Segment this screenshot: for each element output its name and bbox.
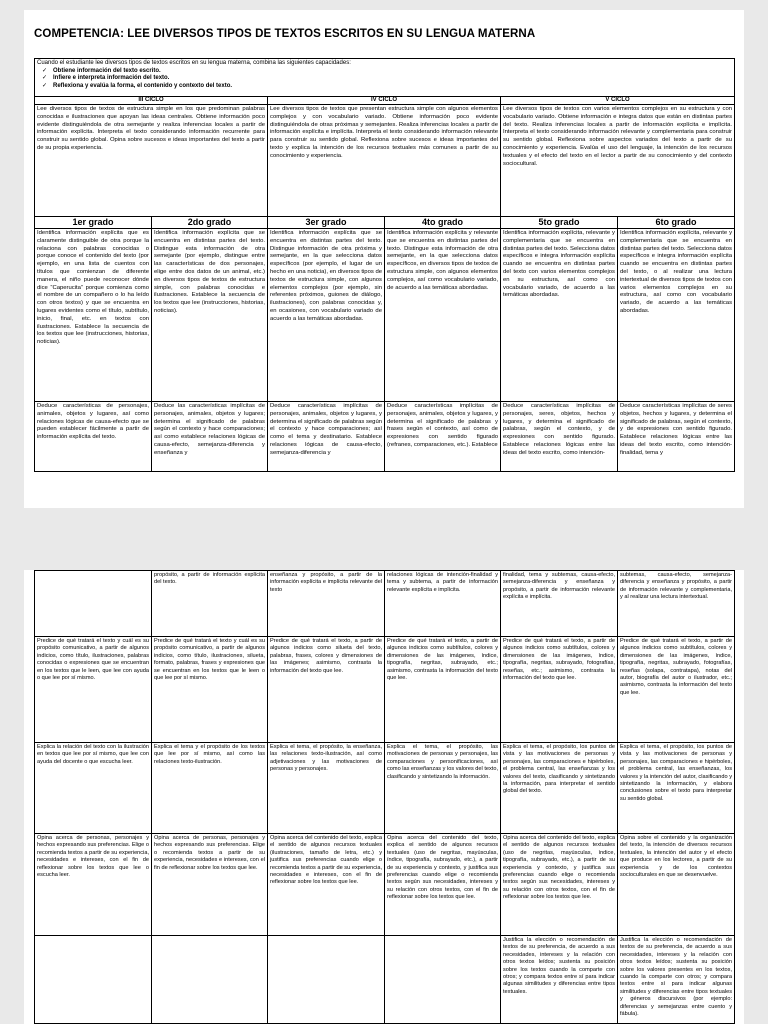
intro-cell xyxy=(35,59,735,97)
document-page-2 xyxy=(24,570,744,1024)
table-cell: Justifica la elección o recomendación de textos de su preferencia, de acuerdo a sus necesidades, intereses y la relación con otros textos leídos; sustenta su posición sobre los valores presentes en los textos, cuando la comparte con otros; y compara textos entre sí para indicar algunas similitudes y diferencias entre tipos textuales y géneros discursivos (por ejemplo: diferencias y semejanzas entre cuento y fábula). xyxy=(618,936,735,1024)
capacity-item xyxy=(42,67,732,76)
grade-header: 6to grado xyxy=(618,217,735,229)
table-cell: Deduce características implícitas de seres objetos, hechos y lugares, y determina el significado de palabras, según el contexto, y de expresiones con sentido figurado. Establece relaciones lógicas entre las ideas del texto escrito, como intención-finalidad, tema y xyxy=(618,402,735,472)
check-icon: ✓ xyxy=(42,75,48,82)
table-cell: Opina acerca del contenido del texto, explica el sentido de algunos recursos textuales (ilustraciones, tamaño de letra, etc.) y justifica sus preferencias cuando elige o recomienda textos a partir de su experiencia, necesidades e intereses, con el fin de reflexionar sobre los textos que lee. xyxy=(268,834,385,936)
table-cell: Deduce características implícitas de personajes, animales, objetos y lugares, y determina el significado de palabras según el contexto y hace comparaciones; así como el tema y destinatario. Establece relaciones lógicas de causa-efecto, semejanza-diferencia y xyxy=(268,402,385,472)
table-cell: Justifica la elección o recomendación de textos de su preferencia, de acuerdo a sus necesidades, intereses y la relación con otros textos leídos; sustenta su posición sobre los textos cuando la comparte con otros; y compara textos entre sí para indicar algunas similitudes y diferencias entre tipos textuales. xyxy=(501,936,618,1024)
table-cell: Predice de qué tratará el texto y cuál es su propósito comunicativo, a partir de algunos indicios, como título, ilustraciones, palabras conocidas o expresiones que se encuentran en los textos que le leen, que lee con ayuda o que lee por sí mismo. xyxy=(35,637,152,743)
cycle-description-iv: Lee diversos tipos de textos que presentan estructura simple con algunos elementos complejos y con vocabulario variado. Obtiene información poco evidente distinguiéndola de otras próximas y semejantes. Realiza inferencias locales a partir de información explícita e implícita. Interpreta el texto considerando información relevante para construir su sentido global. Reflexiona sobre sucesos e ideas importantes del texto y explica la intención de los recursos textuales más comunes a partir de su conocimiento y experiencia. xyxy=(268,105,501,217)
table-cell: Opina acerca de personas, personajes y hechos expresando sus preferencias. Elige o recomienda textos a partir de su experiencia, necesidades e intereses, con el fin de reflexionar sobre los textos que lee o escucha leer. xyxy=(35,834,152,936)
table-cell: Deduce características implícitas de personajes, animales, objetos y lugares, y determina el significado de palabras y frases según el contexto, así como de expresiones con sentido figurado (refranes, comparaciones, etc.). Establece xyxy=(385,402,501,472)
table-cell: subtemas, causa-efecto, semejanza-diferencia y enseñanza y propósito, a partir de información relevante y complementaria, y al realizar una lectura intertextual. xyxy=(618,571,735,637)
grade-header-row xyxy=(35,217,735,229)
document-page-1 xyxy=(24,10,744,508)
table-cell: Explica la relación del texto con la ilustración en textos que lee por sí mismo, que lee con ayuda del docente o que escucha leer. xyxy=(35,743,152,834)
table-row xyxy=(35,637,735,743)
table-cell: Identifica información explícita que se encuentra en distintas partes del texto. Distingue esta información de otra semejante (por ejemplo, distingue entre las características de dos personajes, elige entre dos datos de un animal, etc.) en diversos tipos de textos de estructura simple, con palabras conocidas e ilustraciones. Establece la secuencia de los textos que lee (instrucciones, historias, noticias). xyxy=(152,229,268,402)
table-cell: Deduce características implícitas de personajes, seres, objetos, hechos y lugares, y determina el significado de palabras, según el contexto, y de expresiones con sentido figurado. Establece relaciones lógicas entre las ideas del texto escrito, como intención- xyxy=(501,402,618,472)
table-cell: Predice de qué tratará el texto, a partir de algunos indicios como subtítulos, colores y dimensiones de las imágenes, índice, tipografía, negritas, subrayado, etc.; asimismo, contrasta la información del texto que lee. xyxy=(385,637,501,743)
table-cell: Opina acerca de personas, personajes y hechos expresando sus preferencias. Elige o recomienda textos a partir de su experiencia, necesidades e intereses, con el fin de reflexionar sobre los textos que lee. xyxy=(152,834,268,936)
table-cell: Predice de qué tratará el texto, a partir de algunos indicios como subtítulos, colores y dimensiones de las imágenes, índice, tipografía, negritas, subrayado, fotografías, reseñas, etc.; asimismo, contrasta la información del texto que lee. xyxy=(501,637,618,743)
table-cell: Identifica información explícita que se encuentra en distintas partes del texto. Distingue información de otra próxima y semejante, en la que selecciona datos específicos (por ejemplo, el lugar de un hecho en una noticia), en diversos tipos de textos de estructura simple, con algunos elementos complejos (por ejemplo, sin referentes próximos, guiones de diálogo, ilustraciones), con palabras conocidas y, en ocasiones, con vocabulario variado de acuerdo a las temáticas abordadas. xyxy=(268,229,385,402)
table-cell: Deduce características de personajes, animales, objetos y lugares, así como relaciones lógicas de causa-efecto que se pueden establecer fácilmente a partir de información explícita del texto. xyxy=(35,402,152,472)
page-title: COMPETENCIA: LEE DIVERSOS TIPOS DE TEXTOS ESCRITOS EN SU LENGUA MATERNA xyxy=(34,28,536,40)
table-cell: Deduce las características implícitas de personajes, animales, objetos y lugares; determina el significado de palabras según el contexto y hace comparaciones; así como establece relaciones lógicas de causa-efecto, semejanza-diferencia y enseñanza y xyxy=(152,402,268,472)
check-icon: ✓ xyxy=(42,67,48,74)
table-cell xyxy=(35,571,152,637)
table-cell: Predice de qué tratará el texto y cuál es su propósito comunicativo, a partir de algunos indicios, como título, ilustraciones, silueta, formato, palabras, frases y expresiones que se encuentran en los textos que le leen o que lee por sí mismo. xyxy=(152,637,268,743)
table-row xyxy=(35,229,735,402)
capacity-text: Infiere e interpreta información del texto. xyxy=(53,75,170,82)
table-cell: propósito, a partir de información explícita del texto. xyxy=(152,571,268,637)
capacity-text: Obtiene información del texto escrito. xyxy=(53,67,161,74)
grade-header: 3er grado xyxy=(268,217,385,229)
cycle-header-iii: III CICLO xyxy=(35,97,268,105)
competency-table-continued xyxy=(34,570,735,1024)
table-cell: Identifica información explícita que es claramente distinguible de otra porque la relaciona con palabras conocidas o porque conoce el contenido del texto (por ejemplo, en una lista de cuentos con títulos que comienzan de diferente manera, el niño puede reconocer dónde dice “Caperucita” porque comienza como el nombre de un compañero o lo ha leído con otros textos) y que se encuentra en lugares evidentes como el título, subtítulo, inicio, final, etc. en textos con ilustraciones. Establece la secuencia de los textos que lee (instrucciones, historias, noticias). xyxy=(35,229,152,402)
table-cell: Explica el tema, el propósito, la enseñanza, las relaciones texto-ilustración, así como adjetivaciones y las motivaciones de personas y personajes. xyxy=(268,743,385,834)
table-cell xyxy=(152,936,268,1024)
cycle-header-row xyxy=(35,97,735,105)
table-cell: Explica el tema y el propósito de los textos que lee por sí mismo, así como las relaciones texto-ilustración. xyxy=(152,743,268,834)
cycle-header-iv: IV CICLO xyxy=(268,97,501,105)
table-cell xyxy=(268,936,385,1024)
competency-table xyxy=(34,58,735,472)
grade-header: 4to grado xyxy=(385,217,501,229)
table-cell: Identifica información explícita, relevante y complementaria que se encuentra en distintas partes del texto. Selecciona datos específicos e integra información explícita cuando se encuentra en distintas partes del texto, o al realizar una lectura intertextual de diversos tipos de textos con varios elementos complejos en su estructura, así como con vocabulario variado, de acuerdo a las temáticas abordadas. xyxy=(618,229,735,402)
table-cell: enseñanza y propósito, a partir de la información explícita e implícita relevante del texto xyxy=(268,571,385,637)
intro-row xyxy=(35,59,735,97)
capacity-item xyxy=(42,82,732,91)
capacities-list xyxy=(37,68,732,91)
table-cell xyxy=(35,936,152,1024)
check-icon: ✓ xyxy=(42,82,48,89)
grade-header: 1er grado xyxy=(35,217,152,229)
table-cell: Explica el tema, el propósito, los puntos de vista y las motivaciones de personas y personajes, las comparaciones e hipérboles, el problema central, las enseñanzas y los valores del texto, clasificando y sintetizando la información, para interpretar el sentido global del texto. xyxy=(501,743,618,834)
cycle-description-iii: Lee diversos tipos de textos de estructura simple en los que predominan palabras conocidas e ilustraciones que apoyan las ideas centrales. Obtiene información poco evidente distinguiéndola de otra semejante y realiza inferencias locales a partir de información explícita. Interpreta el texto considerando información recurrente para construir su sentido global. Opina sobre sucesos e ideas importantes del texto a partir de su propia experiencia. xyxy=(35,105,268,217)
table-cell: Identifica información explícita y relevante que se encuentra en distintas partes del texto. Distingue esta información de otra semejante, en la que selecciona datos específicos, en diversos tipos de textos de estructura simple, con algunos elementos complejos, así como vocabulario variado, de acuerdo a las temáticas abordadas. xyxy=(385,229,501,402)
table-cell: Explica el tema, el propósito, las motivaciones de personas y personajes, las comparaciones y personificaciones, así como las enseñanzas y los valores del texto, clasificando y sintetizando la información. xyxy=(385,743,501,834)
intro-text: Cuando el estudiante lee diversos tipos de textos escritos en su lengua materna, combina las siguientes capacidades: xyxy=(37,60,351,66)
cycle-header-v: V CICLO xyxy=(501,97,735,105)
table-row xyxy=(35,743,735,834)
table-row xyxy=(35,936,735,1024)
table-cell: Predice de qué tratará el texto, a partir de algunos indicios como subtítulos, colores y dimensiones de las imágenes, índice, tipografía, negritas, subrayado, fotografías, reseñas (solapa, contratapa), notas del autor, biografía del autor o ilustrador, etc.; asimismo, contrasta la información del texto que lee. xyxy=(618,637,735,743)
table-cell: Opina acerca del contenido del texto, explica el sentido de algunos recursos textuales (uso de negritas, mayúsculas, índice, tipografía, subrayado, etc.), a partir de su experiencia y contexto, y justifica sus preferencias cuando elige o recomienda textos según sus necesidades, intereses y su relación con otros textos, con el fin de reflexionar sobre los textos que lee. xyxy=(501,834,618,936)
table-cell: relaciones lógicas de intención-finalidad y tema y subtema, a partir de información relevante explícita e implícita. xyxy=(385,571,501,637)
capacity-text: Reflexiona y evalúa la forma, el contenido y contexto del texto. xyxy=(53,82,233,89)
table-cell: Predice de qué tratará el texto, a partir de algunos indicios como silueta del texto, palabras, frases, colores y dimensiones de las imágenes; asimismo, contrasta la información del texto que lee. xyxy=(268,637,385,743)
grade-header: 5to grado xyxy=(501,217,618,229)
capacity-item xyxy=(42,75,732,83)
table-cell: finalidad, tema y subtemas, causa-efecto, semejanza-diferencia y enseñanza y propósito, a partir de información relevante explícita e implícita. xyxy=(501,571,618,637)
table-cell: Explica el tema, el propósito, los puntos de vista y las motivaciones de personas y personajes, las comparaciones e hipérboles, el problema central, las enseñanzas, los valores y la intención del autor, clasificando y sintetizando la información, y elabora conclusiones sobre el texto para interpretar su sentido global. xyxy=(618,743,735,834)
table-row xyxy=(35,571,735,637)
grade-header: 2do grado xyxy=(152,217,268,229)
table-row xyxy=(35,402,735,472)
table-row xyxy=(35,834,735,936)
cycle-description-v: Lee diversos tipos de textos con varios elementos complejos en su estructura y con vocabulario variado. Obtiene información e integra datos que están en distintas partes del texto. Realiza inferencias locales a partir de información explícita e implícita. Interpreta el texto considerando información relevante y complementaria para construir su sentido global. Reflexiona sobre aspectos variados del texto a partir de su conocimiento y experiencia. Evalúa el uso del lenguaje, la intención de los recursos textuales y el efecto del texto en el lector a partir de su conocimiento y del contexto sociocultural. xyxy=(501,105,735,217)
table-cell xyxy=(385,936,501,1024)
table-cell: Opina acerca del contenido del texto, explica el sentido de algunos recursos textuales (uso de negritas, mayúsculas, índice, tipografía, subrayado, etc.), a partir de su experiencia y contexto, y justifica sus preferencias cuando elige o recomienda textos según sus necesidades, intereses y su relación con otros textos, con el fin de reflexionar sobre los textos que lee. xyxy=(385,834,501,936)
table-cell: Identifica información explícita, relevante y complementaria que se encuentra en distintas partes del texto. Selecciona datos específicos e integra información explícita cuando se encuentra en distintas partes del texto con varios elementos complejos en su estructura, así como con vocabulario variado, de acuerdo a las temáticas abordadas. xyxy=(501,229,618,402)
table-cell: Opina sobre el contenido y la organización del texto, la intención de diversos recursos textuales, la intención del autor y el efecto que produce en los lectores, a partir de su experiencia y de los contextos socioculturales en que se desenvuelve. xyxy=(618,834,735,936)
cycle-description-row xyxy=(35,105,735,217)
